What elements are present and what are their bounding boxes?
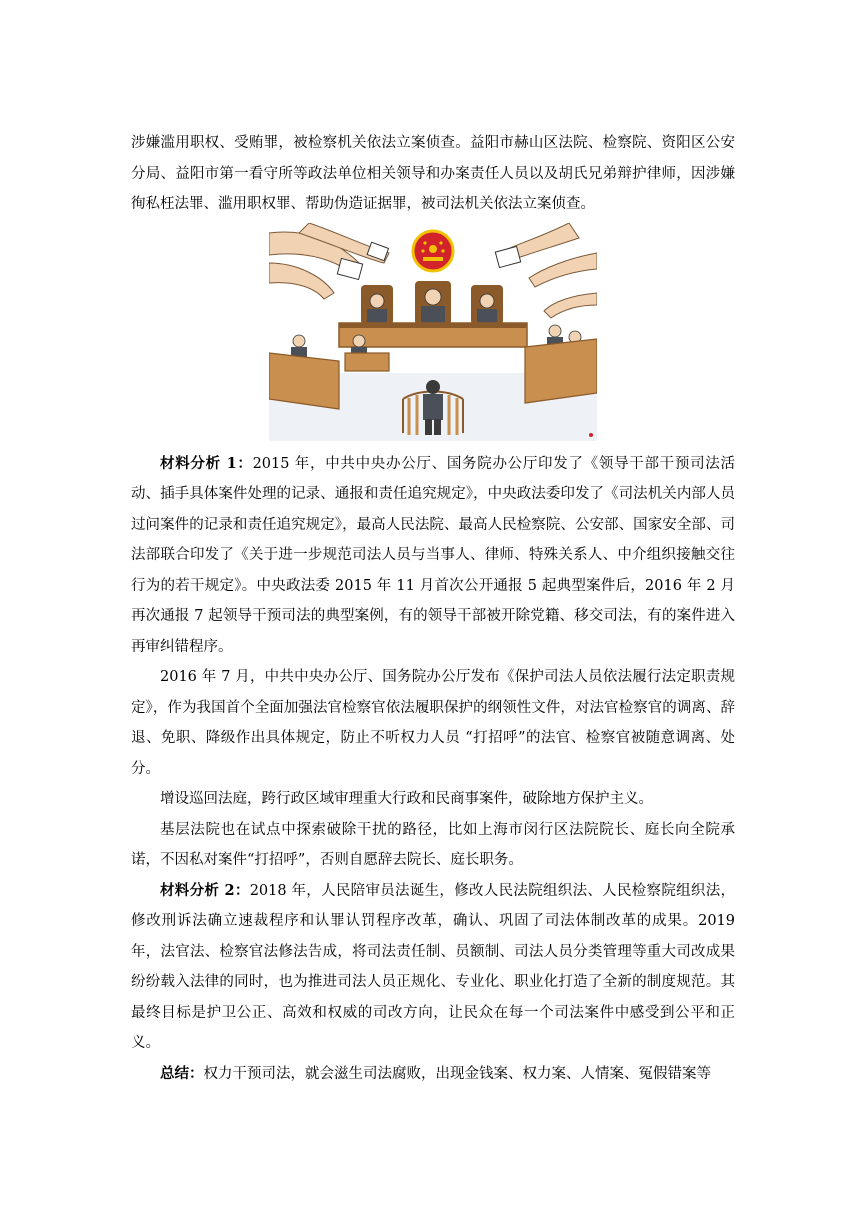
paragraph-1: 涉嫌滥用职权、受贿罪，被检察机关依法立案侦查。益阳市赫山区法院、检察院、资阳区公安分局、益阳市第一看守所等政法单位相关领导和办案责任人员以及胡氏兄弟辩护律师，因涉嫌徇私枉法罪、滥用职权罪、帮助伪造证据罪，被司法机关依法立案侦查。 bbox=[131, 135, 735, 212]
analysis-2-label: 材料分析 2： bbox=[160, 881, 250, 899]
paragraph-summary bbox=[131, 1059, 735, 1090]
analysis-1-text: 2015 年，中共中央办公厅、国务院办公厅印发了《领导干部干预司法活动、插手具体案件处理的记录、通报和责任追究规定》，中央政法委印发了《司法机关内部人员过问案件的记录和责任追究规定》，最高人民法院、最高人民检察院、公安部、国家安全部、司法部联合印发了《关于进一步规范司法人员与当事人、律师、特殊关系人、中介组织接触交往行为的若干规定》。中央政法委 2015 年 11 月首次公开通报 5 起典型案件后，2016 年 2 月再次通报 7 起领导干预司法的典型案例，有的领导干部被开除党籍、移交司法，有的案件进入再审纠错程序。 bbox=[131, 455, 736, 655]
paragraph-4: 增设巡回法庭，跨行政区域审理重大行政和民商事案件，破除地方保护主义。 bbox=[160, 791, 653, 807]
courtroom-illustration-icon bbox=[269, 223, 597, 441]
summary-label: 总结： bbox=[160, 1064, 204, 1082]
paragraph-3: 2016 年 7 月，中共中央办公厅、国务院办公厅发布《保护司法人员依法履行法定职责规定》，作为我国首个全面加强法官检察官依法履职保护的纲领性文件，对法官检察官的调离、辞退、免职、降级作出具体规定，防止不听权力人员 “打招呼”的法官、检察官被随意调离、处分。 bbox=[131, 669, 735, 777]
paragraph-analysis-1 bbox=[131, 449, 735, 663]
paragraph-analysis-2 bbox=[131, 876, 735, 1059]
analysis-1-label: 材料分析 1： bbox=[160, 454, 253, 472]
summary-text: 权力干预司法，就会滋生司法腐败，出现金钱案、权力案、人情案、冤假错案等 bbox=[203, 1065, 711, 1082]
paragraph-5: 基层法院也在试点中探索破除干扰的路径，比如上海市闵行区法院院长、庭长向全院承诺，不因私对案件“打招呼”，否则自愿辞去院长、庭长职务。 bbox=[131, 821, 735, 868]
courtroom-illustration bbox=[269, 223, 597, 441]
analysis-2-text: 2018 年，人民陪审员法诞生，修改人民法院组织法、人民检察院组织法，修改刑诉法确立速裁程序和认罪认罚程序改革，确认、巩固了司法体制改革的成果。2019 年，法官法、检察官法修法告成，将司法责任制、员额制、司法人员分类管理等重大司改成果纷纷载入法律的同时，也为推进司法人员正规化、专业化、职业化打造了全新的制度规范。其最终目标是护卫公正、高效和权威的司改方向，让民众在每一个司法案件中感受到公平和正义。 bbox=[131, 882, 736, 1051]
document-body bbox=[131, 128, 735, 1089]
